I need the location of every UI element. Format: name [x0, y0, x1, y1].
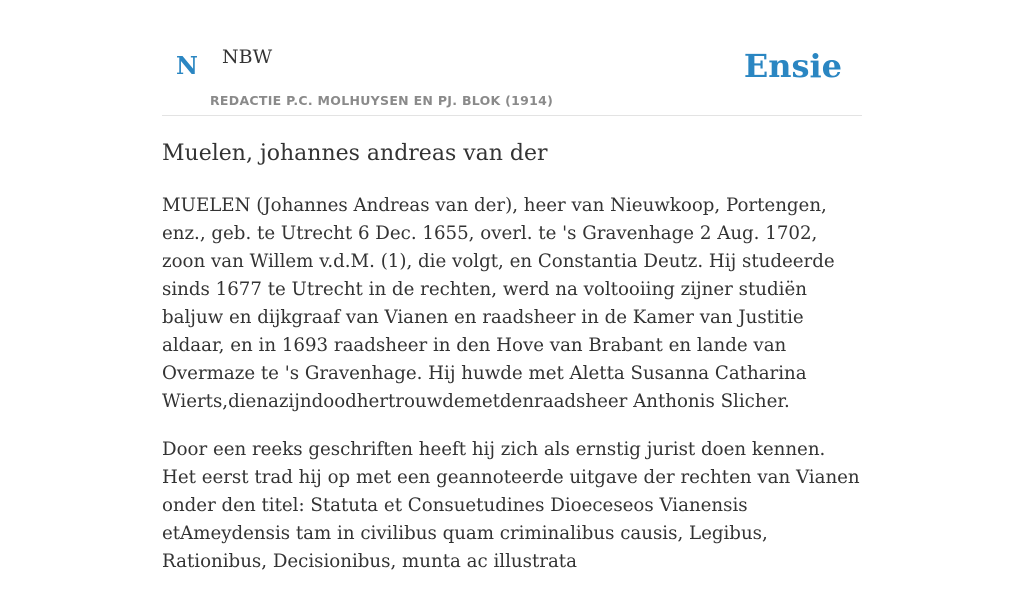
article-body — [162, 192, 862, 596]
source-subtitle: REDACTIE P.C. MOLHUYSEN EN PJ. BLOK (1914) — [210, 93, 554, 108]
source-name[interactable]: NBW — [222, 46, 273, 68]
page — [162, 0, 862, 572]
source-logo[interactable]: N — [176, 51, 198, 80]
article-paragraph: MUELEN (Johannes Andreas van der), heer van Nieuwkoop, Portengen, enz., geb. te Utrecht 6 Dec. 1655, overl. te 's Gravenhage 2 Aug. 1702, zoon van Willem v.d.M. (1), die volgt, en Constantia Deutz. Hij studeerde sinds 1677 te Utrecht in de rechten, werd na voltooiing zijner studiën baljuw en dijkgraaf van Vianen en raadsheer in de Kamer van Justitie aldaar, en in 1693 raadsheer in den Hove van Brabant en lande van Overmaze te 's Gravenhage. Hij huwde met Aletta Susanna Catharina Wierts,dienazijndoodhertrouwdemetdenraadsheer Anthonis Slicher. — [162, 195, 835, 412]
brand-logo[interactable]: Ensie — [743, 47, 842, 85]
article-paragraph: Door een reeks geschriften heeft hij zich als ernstig jurist doen kennen. Het eerst trad hij op met een geannoteerde uitgave der rechten van Vianen onder den titel: Statuta et Consuetudines Dioeceseos Vianensis etAmeydensis tam in civilibus quam criminalibus causis, Legibus, Rationibus, Decisionibus, munta ac illustrata — [162, 439, 860, 572]
page-title: Muelen, johannes andreas van der — [162, 141, 548, 166]
header — [162, 0, 862, 116]
